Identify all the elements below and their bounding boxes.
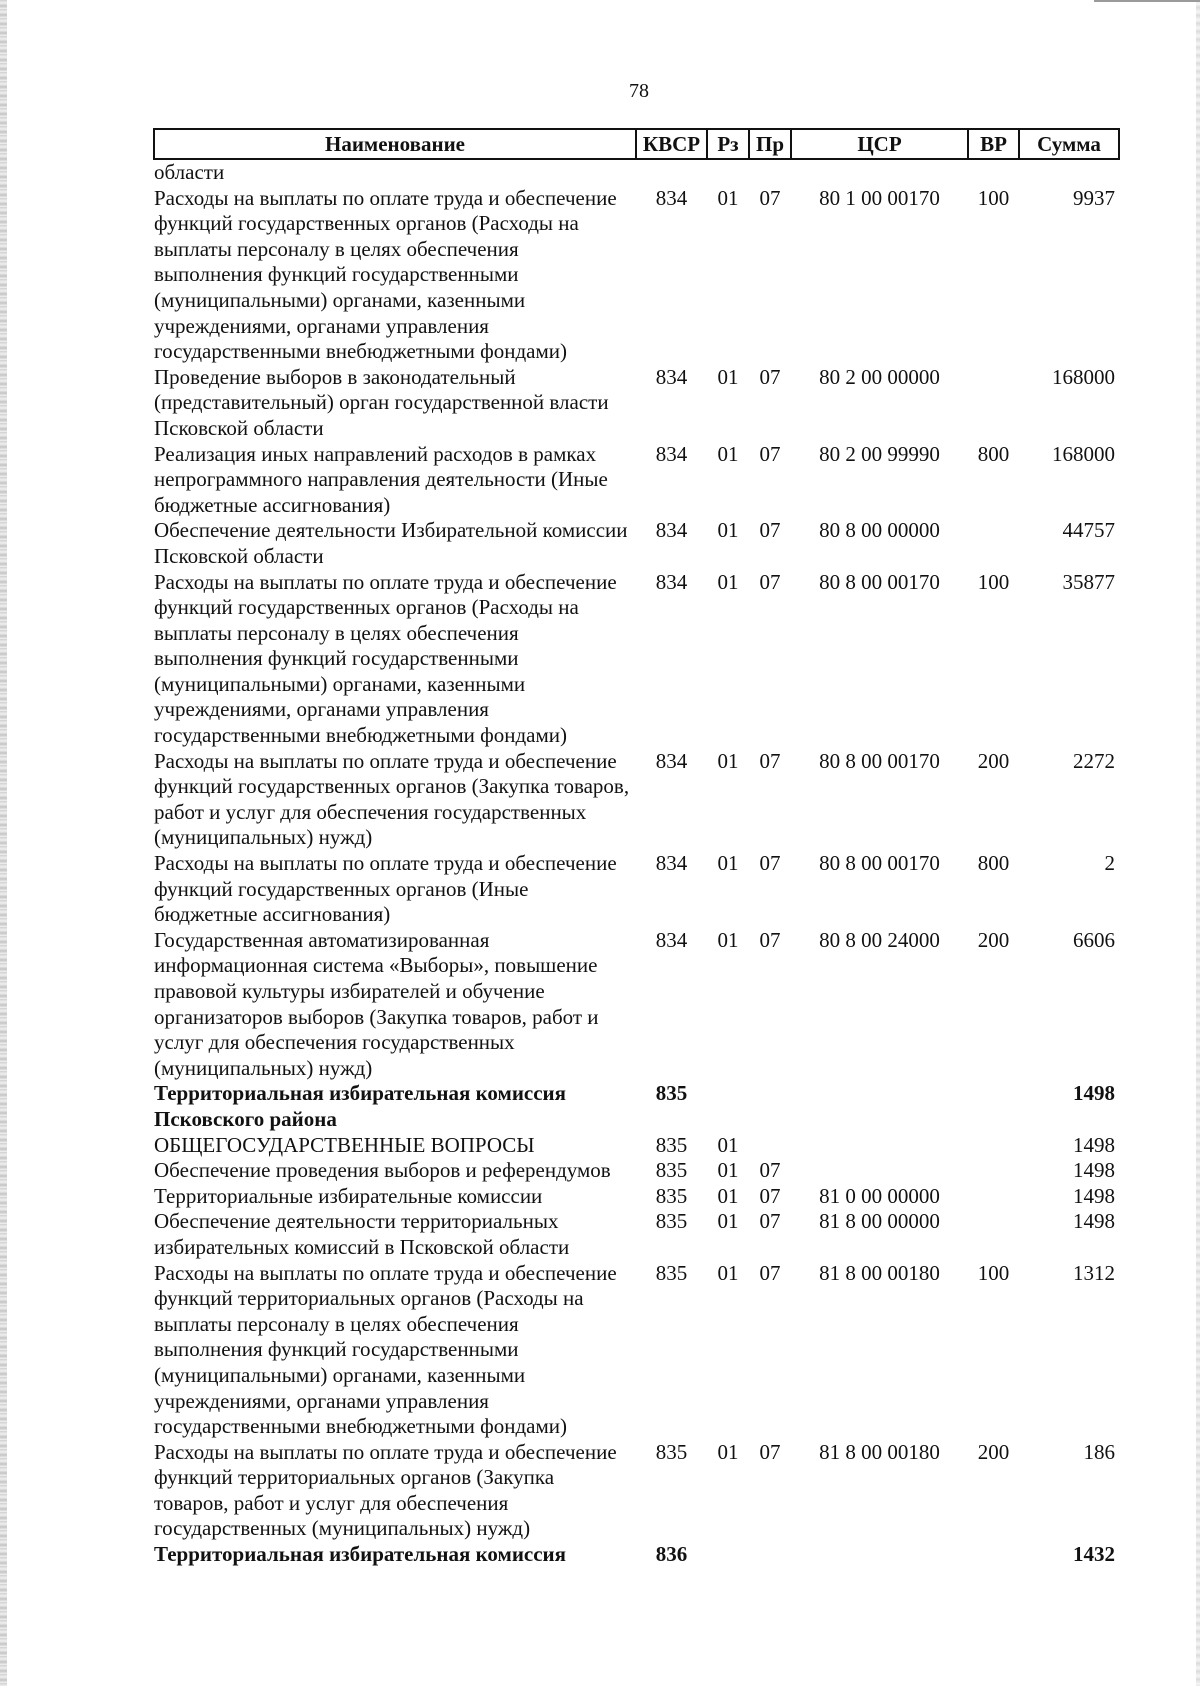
cell-csr: 81 0 00 00000 <box>819 1183 940 1208</box>
cell-name: Расходы на выплаты по оплате труда и обеспечение функций государственных органов (Закупка товаров, работ и услуг для обеспечения государственных (муниципальных) нужд) <box>154 748 630 850</box>
cell-sum: 1498 <box>1073 1209 1115 1234</box>
cell-vr: 800 <box>977 851 1010 876</box>
cell-rz: 01 <box>717 748 739 773</box>
cell-name: Обеспечение проведения выборов и референдумов <box>154 1158 611 1183</box>
cell-csr: 81 8 00 00180 <box>819 1260 940 1285</box>
budget-table <box>153 128 1120 1568</box>
cell-kvsr: 835 <box>655 1132 688 1157</box>
cell-rz <box>707 159 749 186</box>
cell-vr: 100 <box>977 185 1010 210</box>
cell-kvsr: 836 <box>655 1542 688 1567</box>
table-row <box>154 1440 1119 1542</box>
cell-rz: 01 <box>717 1132 739 1157</box>
cell-vr <box>968 1184 1019 1210</box>
cell-kvsr: 835 <box>655 1158 688 1183</box>
cell-pr: 07 <box>759 851 781 876</box>
cell-sum: 1312 <box>1073 1260 1115 1285</box>
header-name: Наименование <box>154 129 636 159</box>
table-row <box>154 570 1119 749</box>
cell-csr <box>791 1542 968 1568</box>
cell-pr: 07 <box>759 1209 781 1234</box>
cell-name: Государственная автоматизированная информационная система «Выборы», повышение правовой культуры избирателей и обучение организаторов выборов (Закупка товаров, работ и услуг для обеспечения государственных (муниципальных) нужд) <box>154 927 599 1080</box>
cell-vr: 100 <box>977 569 1010 594</box>
cell-pr: 07 <box>759 1183 781 1208</box>
cell-csr: 80 2 00 99990 <box>819 441 940 466</box>
cell-kvsr: 834 <box>655 364 688 389</box>
cell-kvsr: 835 <box>655 1183 688 1208</box>
cell-rz: 01 <box>717 1439 739 1464</box>
cell-rz: 01 <box>717 364 739 389</box>
cell-pr: 07 <box>759 364 781 389</box>
table-row <box>154 1261 1119 1440</box>
cell-name: Территориальная избирательная комиссия Псковского района <box>154 1081 567 1131</box>
cell-csr: 80 8 00 00170 <box>819 748 940 773</box>
cell-rz: 01 <box>717 851 739 876</box>
cell-csr: 80 2 00 00000 <box>819 364 940 389</box>
cell-pr: 07 <box>759 1260 781 1285</box>
cell-rz: 01 <box>717 441 739 466</box>
cell-pr <box>749 1542 791 1568</box>
header-vr: ВР <box>968 129 1019 159</box>
cell-rz: 01 <box>717 518 739 543</box>
cell-sum: 168000 <box>1052 364 1115 389</box>
cell-sum: 9937 <box>1073 185 1115 210</box>
cell-name: Обеспечение деятельности территориальных избирательных комиссий в Псковской области <box>154 1209 570 1259</box>
header-csr: ЦСР <box>791 129 968 159</box>
cell-name: Территориальные избирательные комиссии <box>154 1183 543 1208</box>
cell-name: Расходы на выплаты по оплате труда и обеспечение функций территориальных органов (Расходы на выплаты персоналу в целях обеспечения выполнения функций государственными (муниципальными) органами, казенными учреждениями, органами управления государственными внебюджетными фондами) <box>154 1260 617 1439</box>
table-row <box>154 365 1119 442</box>
cell-vr <box>968 518 1019 569</box>
cell-name: Расходы на выплаты по оплате труда и обеспечение функций государственных органов (Расходы на выплаты персоналу в целях обеспечения выполнения функций государственными (муниципальными) органами, казенными учреждениями, органами управления государственными внебюджетными фондами) <box>154 185 617 364</box>
cell-sum: 1498 <box>1073 1132 1115 1157</box>
cell-sum: 1498 <box>1073 1081 1115 1106</box>
cell-name: Расходы на выплаты по оплате труда и обеспечение функций государственных органов (Расходы на выплаты персоналу в целях обеспечения выполнения функций государственными (муниципальными) органами, казенными учреждениями, органами управления государственными внебюджетными фондами) <box>154 569 617 748</box>
cell-pr: 07 <box>759 518 781 543</box>
cell-pr <box>749 159 791 186</box>
cell-pr: 07 <box>759 569 781 594</box>
cell-pr: 07 <box>759 441 781 466</box>
cell-name: Территориальная избирательная комиссия <box>154 1542 567 1567</box>
cell-pr: 07 <box>759 1158 781 1183</box>
cell-kvsr: 835 <box>655 1081 688 1106</box>
cell-kvsr <box>636 159 707 186</box>
cell-vr: 200 <box>977 927 1010 952</box>
cell-name: ОБЩЕГОСУДАРСТВЕННЫЕ ВОПРОСЫ <box>154 1132 535 1157</box>
cell-rz: 01 <box>717 1158 739 1183</box>
cell-kvsr: 834 <box>655 851 688 876</box>
cell-kvsr: 835 <box>655 1439 688 1464</box>
table-row <box>154 851 1119 928</box>
cell-vr <box>968 1209 1019 1260</box>
cell-vr <box>968 1542 1019 1568</box>
cell-rz <box>707 1081 749 1132</box>
cell-kvsr: 834 <box>655 518 688 543</box>
scan-edge-left <box>0 0 7 1686</box>
cell-sum: 168000 <box>1052 441 1115 466</box>
table-row <box>154 518 1119 569</box>
cell-csr: 80 8 00 24000 <box>819 927 940 952</box>
cell-kvsr: 834 <box>655 185 688 210</box>
scan-top-line <box>1094 0 1200 2</box>
table-header <box>154 129 1119 159</box>
table-row <box>154 928 1119 1082</box>
cell-csr <box>791 1133 968 1159</box>
cell-vr: 200 <box>977 748 1010 773</box>
cell-name: Обеспечение деятельности Избирательной комиссии Псковской области <box>154 518 628 568</box>
cell-pr <box>749 1133 791 1159</box>
header-pr: Пр <box>749 129 791 159</box>
cell-rz <box>707 1542 749 1568</box>
cell-kvsr: 834 <box>655 927 688 952</box>
table-row <box>154 1081 1119 1132</box>
cell-name: Расходы на выплаты по оплате труда и обеспечение функций государственных органов (Иные бюджетные ассигнования) <box>154 851 617 927</box>
cell-rz: 01 <box>717 1209 739 1234</box>
cell-vr <box>968 1081 1019 1132</box>
cell-rz: 01 <box>717 569 739 594</box>
cell-kvsr: 834 <box>655 441 688 466</box>
cell-csr <box>791 159 968 186</box>
table-row <box>154 442 1119 519</box>
cell-csr <box>791 1158 968 1184</box>
cell-name: Проведение выборов в законодательный (представительный) орган государственной власти Псковской области <box>154 364 609 440</box>
cell-sum: 2272 <box>1073 748 1115 773</box>
header-sum: Сумма <box>1019 129 1119 159</box>
cell-pr <box>749 1081 791 1132</box>
cell-vr: 200 <box>977 1439 1010 1464</box>
page-number: 78 <box>629 80 649 102</box>
cell-sum: 186 <box>1083 1439 1115 1464</box>
cell-csr: 81 8 00 00180 <box>819 1439 940 1464</box>
table-row <box>154 1133 1119 1159</box>
table-row <box>154 1158 1119 1184</box>
table-body <box>154 159 1119 1568</box>
cell-csr: 81 8 00 00000 <box>819 1209 940 1234</box>
cell-sum: 35877 <box>1062 569 1115 594</box>
table-row <box>154 159 1119 186</box>
cell-pr: 07 <box>759 1439 781 1464</box>
cell-vr: 100 <box>977 1260 1010 1285</box>
cell-sum: 2 <box>1104 851 1115 876</box>
cell-vr <box>968 1158 1019 1184</box>
scan-edge-right <box>1196 0 1200 1686</box>
cell-name: области <box>154 160 225 184</box>
cell-sum: 44757 <box>1062 518 1115 543</box>
cell-csr: 80 8 00 00000 <box>819 518 940 543</box>
table-row <box>154 186 1119 365</box>
cell-sum: 1498 <box>1073 1158 1115 1183</box>
cell-sum <box>1019 159 1119 186</box>
cell-pr: 07 <box>759 748 781 773</box>
cell-name: Реализация иных направлений расходов в рамках непрограммного направления деятельности (Иные бюджетные ассигнования) <box>154 441 608 517</box>
cell-csr <box>791 1081 968 1132</box>
cell-rz: 01 <box>717 1183 739 1208</box>
table-row <box>154 1184 1119 1210</box>
cell-name: Расходы на выплаты по оплате труда и обеспечение функций территориальных органов (Закупка товаров, работ и услуг для обеспечения государственных (муниципальных) нужд) <box>154 1439 617 1541</box>
cell-rz: 01 <box>717 1260 739 1285</box>
cell-sum: 1498 <box>1073 1183 1115 1208</box>
cell-kvsr: 835 <box>655 1260 688 1285</box>
cell-rz: 01 <box>717 927 739 952</box>
cell-csr: 80 8 00 00170 <box>819 569 940 594</box>
cell-kvsr: 834 <box>655 748 688 773</box>
header-rz: Рз <box>707 129 749 159</box>
cell-vr <box>968 365 1019 442</box>
cell-csr: 80 1 00 00170 <box>819 185 940 210</box>
table-row <box>154 749 1119 851</box>
cell-kvsr: 834 <box>655 569 688 594</box>
table-row <box>154 1542 1119 1568</box>
cell-vr <box>968 159 1019 186</box>
cell-vr <box>968 1133 1019 1159</box>
table-row <box>154 1209 1119 1260</box>
header-row <box>154 129 1119 159</box>
cell-rz: 01 <box>717 185 739 210</box>
header-kvsr: КВСР <box>636 129 707 159</box>
cell-pr: 07 <box>759 185 781 210</box>
cell-kvsr: 835 <box>655 1209 688 1234</box>
cell-vr: 800 <box>977 441 1010 466</box>
cell-sum: 6606 <box>1073 927 1115 952</box>
cell-pr: 07 <box>759 927 781 952</box>
cell-csr: 80 8 00 00170 <box>819 851 940 876</box>
cell-sum: 1432 <box>1073 1542 1115 1567</box>
